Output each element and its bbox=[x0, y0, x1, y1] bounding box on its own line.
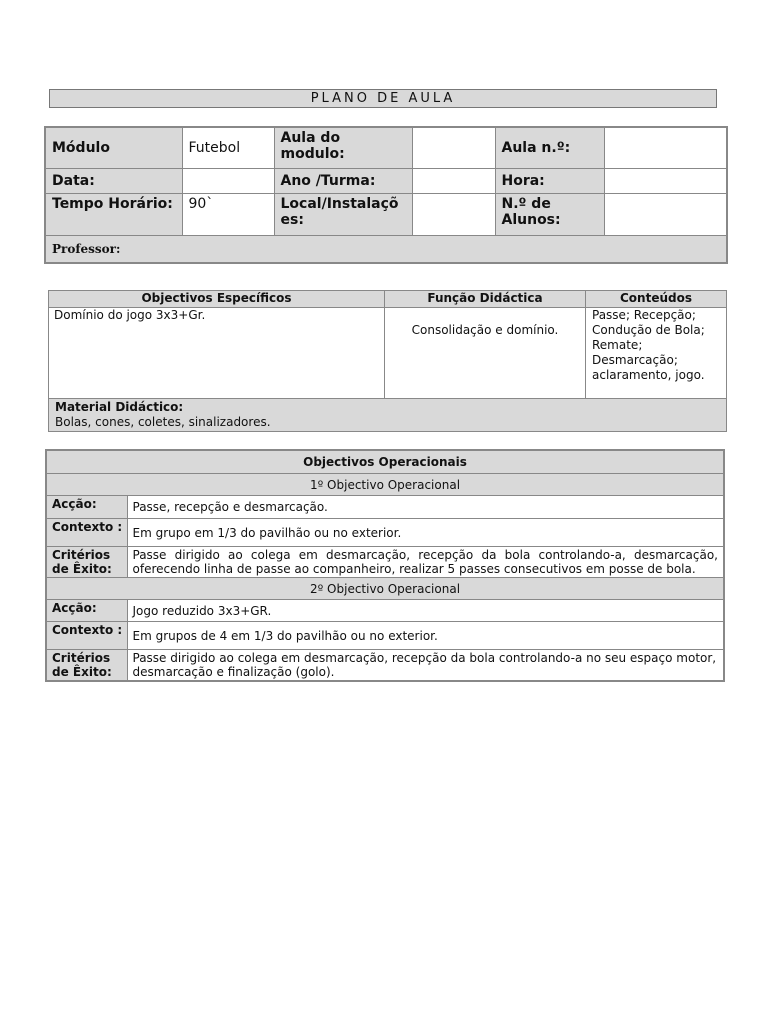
hora-label: Hora: bbox=[495, 168, 604, 193]
operational-objectives-table bbox=[45, 449, 725, 682]
data-label: Data: bbox=[45, 168, 182, 193]
aula-n-label: Aula n.º: bbox=[495, 127, 604, 168]
ano-turma-value[interactable] bbox=[412, 168, 495, 193]
ano-turma-label: Ano /Turma: bbox=[274, 168, 412, 193]
contexto-label: Contexto : bbox=[46, 622, 127, 650]
funcao-value: Consolidação e domínio. bbox=[385, 308, 586, 399]
contexto-label: Contexto : bbox=[46, 519, 127, 547]
lesson-info-table bbox=[44, 126, 728, 264]
local-label: Local/Instalaçõ es: bbox=[274, 193, 412, 235]
modulo-label: Módulo bbox=[45, 127, 182, 168]
objective-2-title: 2º Objectivo Operacional bbox=[46, 578, 724, 600]
material-label: Material Didáctico: bbox=[55, 400, 184, 414]
page-title: PLANO DE AULA bbox=[49, 89, 717, 108]
accao-value: Jogo reduzido 3x3+GR. bbox=[127, 600, 724, 622]
especificos-value: Domínio do jogo 3x3+Gr. bbox=[49, 308, 385, 399]
conteudos-value: Passe; Recepção; Condução de Bola; Remate; Desmarcação; aclaramento, jogo. bbox=[586, 308, 727, 399]
objective-1-title: 1º Objectivo Operacional bbox=[46, 474, 724, 496]
tempo-label: Tempo Horário: bbox=[45, 193, 182, 235]
especificos-header: Objectivos Específicos bbox=[49, 291, 385, 308]
material-value: Bolas, cones, coletes, sinalizadores. bbox=[55, 415, 271, 429]
accao-label: Acção: bbox=[46, 496, 127, 519]
contexto-value: Em grupos de 4 em 1/3 do pavilhão ou no exterior. bbox=[127, 622, 724, 650]
tempo-value[interactable]: 90` bbox=[182, 193, 274, 235]
data-value[interactable] bbox=[182, 168, 274, 193]
accao-value: Passe, recepção e desmarcação. bbox=[127, 496, 724, 519]
operational-header: Objectivos Operacionais bbox=[46, 450, 724, 474]
aula-modulo-label: Aula do modulo: bbox=[274, 127, 412, 168]
criterios-value: Passe dirigido ao colega em desmarcação, recepção da bola controlando-a no seu espaço motor, desmarcação e finalização (golo). bbox=[127, 650, 724, 682]
local-value[interactable] bbox=[412, 193, 495, 235]
objectives-table bbox=[48, 290, 727, 432]
funcao-header: Função Didáctica bbox=[385, 291, 586, 308]
alunos-label: N.º de Alunos: bbox=[495, 193, 604, 235]
aula-modulo-value[interactable] bbox=[412, 127, 495, 168]
criterios-label: Critérios de Êxito: bbox=[46, 547, 127, 578]
conteudos-header: Conteúdos bbox=[586, 291, 727, 308]
criterios-label: Critérios de Êxito: bbox=[46, 650, 127, 682]
contexto-value: Em grupo em 1/3 do pavilhão ou no exterior. bbox=[127, 519, 724, 547]
material-cell bbox=[49, 399, 727, 432]
modulo-value[interactable]: Futebol bbox=[182, 127, 274, 168]
hora-value[interactable] bbox=[604, 168, 727, 193]
criterios-value: Passe dirigido ao colega em desmarcação, recepção da bola controlando-a, desmarcação, oferecendo linha de passe ao companheiro, realizar 5 passes consecutivos em posse de bola. bbox=[127, 547, 724, 578]
alunos-value[interactable] bbox=[604, 193, 727, 235]
aula-n-value[interactable] bbox=[604, 127, 727, 168]
accao-label: Acção: bbox=[46, 600, 127, 622]
professor-label: Professor: bbox=[45, 235, 727, 263]
